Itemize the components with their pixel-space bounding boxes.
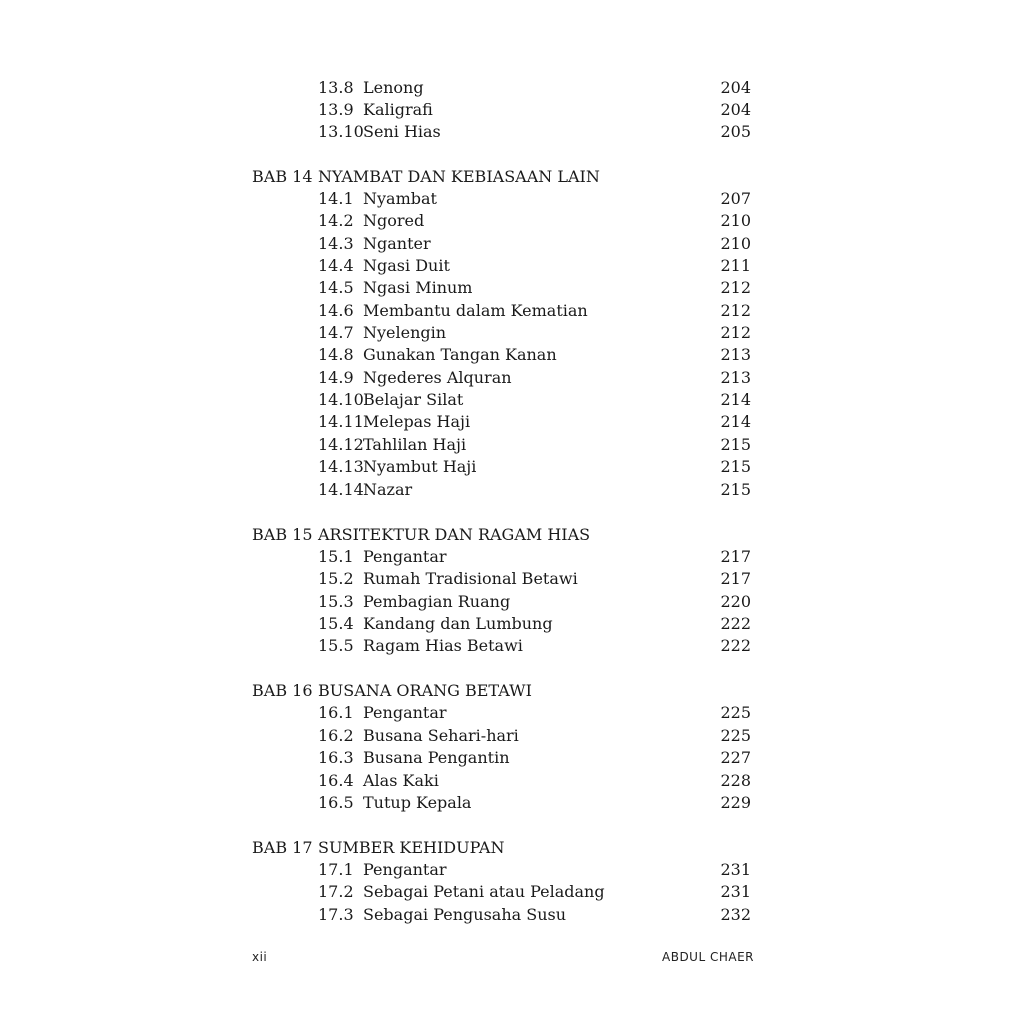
- entry-page: 227: [720, 748, 751, 767]
- entry-number: 16.1: [318, 703, 354, 722]
- entry-title: Sebagai Petani atau Peladang: [363, 882, 605, 901]
- toc-entry: [0, 792, 1024, 814]
- chapter-heading: [0, 166, 1024, 188]
- toc-entry: [0, 322, 1024, 344]
- entry-page: 215: [720, 457, 751, 476]
- entry-number: 17.1: [318, 860, 354, 879]
- toc-entry: [0, 367, 1024, 389]
- entry-number: 15.2: [318, 569, 354, 588]
- toc-entry: [0, 859, 1024, 881]
- entry-page: 215: [720, 480, 751, 499]
- entry-page: 204: [720, 100, 751, 119]
- entry-page: 232: [720, 905, 751, 924]
- entry-number: 14.6: [318, 301, 354, 320]
- entry-number: 16.4: [318, 771, 354, 790]
- entry-page: 229: [720, 793, 751, 812]
- entry-page: 205: [720, 122, 751, 141]
- toc-entry: [0, 770, 1024, 792]
- entry-page: 222: [720, 614, 751, 633]
- entry-title: Kaligrafi: [363, 100, 433, 119]
- entry-number: 16.2: [318, 726, 354, 745]
- toc-entry: [0, 411, 1024, 433]
- entry-title: Pembagian Ruang: [363, 592, 511, 611]
- entry-page: 220: [720, 592, 751, 611]
- entry-page: 217: [720, 547, 751, 566]
- entry-page: 211: [720, 256, 751, 275]
- footer-author: ABDUL CHAER: [662, 950, 754, 964]
- chapter-title: BUSANA ORANG BETAWI: [318, 681, 532, 700]
- entry-title: Seni Hias: [363, 122, 441, 141]
- entry-number: 14.10: [318, 390, 364, 409]
- entry-page: 231: [720, 860, 751, 879]
- entry-number: 14.5: [318, 278, 354, 297]
- entry-title: Rumah Tradisional Betawi: [363, 569, 578, 588]
- entry-number: 14.13: [318, 457, 364, 476]
- entry-title: Nyelengin: [363, 323, 447, 342]
- entry-number: 14.11: [318, 412, 364, 431]
- entry-number: 17.3: [318, 905, 354, 924]
- chapter-label: BAB 16: [252, 681, 313, 700]
- entry-number: 13.9: [318, 100, 354, 119]
- chapter-label: BAB 15: [252, 525, 313, 544]
- chapter-title: ARSITEKTUR DAN RAGAM HIAS: [318, 525, 591, 544]
- entry-page: 213: [720, 345, 751, 364]
- chapter-label: BAB 14: [252, 167, 313, 186]
- entry-title: Membantu dalam Kematian: [363, 301, 588, 320]
- entry-title: Busana Sehari-hari: [363, 726, 519, 745]
- toc-entry: [0, 568, 1024, 590]
- entry-number: 15.1: [318, 547, 354, 566]
- entry-title: Nazar: [363, 480, 413, 499]
- entry-page: 210: [720, 211, 751, 230]
- toc-entry: [0, 210, 1024, 232]
- entry-title: Belajar Silat: [363, 390, 464, 409]
- entry-number: 14.4: [318, 256, 354, 275]
- toc-entry: [0, 725, 1024, 747]
- entry-number: 14.14: [318, 480, 364, 499]
- entry-number: 13.10: [318, 122, 364, 141]
- entry-number: 14.2: [318, 211, 354, 230]
- entry-page: 225: [720, 703, 751, 722]
- entry-page: 222: [720, 636, 751, 655]
- entry-title: Gunakan Tangan Kanan: [363, 345, 557, 364]
- toc-entry: [0, 546, 1024, 568]
- entry-title: Alas Kaki: [363, 771, 439, 790]
- entry-page: 207: [720, 189, 751, 208]
- entry-number: 16.3: [318, 748, 354, 767]
- entry-page: 214: [720, 390, 751, 409]
- chapter-heading: [0, 837, 1024, 859]
- toc-entry: [0, 613, 1024, 635]
- entry-number: 14.7: [318, 323, 354, 342]
- entry-title: Kandang dan Lumbung: [363, 614, 553, 633]
- entry-page: 228: [720, 771, 751, 790]
- chapter-title: NYAMBAT DAN KEBIASAAN LAIN: [318, 167, 600, 186]
- entry-title: Ngasi Minum: [363, 278, 473, 297]
- entry-page: 215: [720, 435, 751, 454]
- entry-title: Ragam Hias Betawi: [363, 636, 523, 655]
- entry-number: 14.8: [318, 345, 354, 364]
- entry-title: Melepas Haji: [363, 412, 471, 431]
- entry-title: Nyambut Haji: [363, 457, 477, 476]
- toc-entry: [0, 635, 1024, 657]
- toc-entry: [0, 255, 1024, 277]
- toc-entry: [0, 904, 1024, 926]
- toc-entry: [0, 77, 1024, 99]
- entry-title: Pengantar: [363, 547, 447, 566]
- toc-entry: [0, 456, 1024, 478]
- toc-entry: [0, 121, 1024, 143]
- toc-entry: [0, 99, 1024, 121]
- entry-page: 214: [720, 412, 751, 431]
- entry-title: Tahlilan Haji: [363, 435, 467, 454]
- toc-entry: [0, 300, 1024, 322]
- toc-entry: [0, 233, 1024, 255]
- entry-title: Ngasi Duit: [363, 256, 450, 275]
- entry-number: 13.8: [318, 78, 354, 97]
- entry-title: Nyambat: [363, 189, 437, 208]
- entry-number: 15.4: [318, 614, 354, 633]
- entry-title: Pengantar: [363, 703, 447, 722]
- toc-entry: [0, 188, 1024, 210]
- entry-page: 210: [720, 234, 751, 253]
- entry-number: 16.5: [318, 793, 354, 812]
- chapter-heading: [0, 680, 1024, 702]
- entry-page: 204: [720, 78, 751, 97]
- toc-entry: [0, 591, 1024, 613]
- entry-number: 15.3: [318, 592, 354, 611]
- entry-page: 212: [720, 278, 751, 297]
- entry-page: 231: [720, 882, 751, 901]
- entry-title: Busana Pengantin: [363, 748, 510, 767]
- entry-title: Nganter: [363, 234, 431, 253]
- toc-entry: [0, 747, 1024, 769]
- toc-entry: [0, 434, 1024, 456]
- entry-title: Ngederes Alquran: [363, 368, 512, 387]
- chapter-title: SUMBER KEHIDUPAN: [318, 838, 505, 857]
- entry-page: 217: [720, 569, 751, 588]
- toc-entry: [0, 277, 1024, 299]
- entry-number: 14.1: [318, 189, 354, 208]
- toc-entry: [0, 702, 1024, 724]
- chapter-label: BAB 17: [252, 838, 313, 857]
- toc-entry: [0, 479, 1024, 501]
- footer-page-number: xii: [252, 950, 268, 964]
- entry-number: 17.2: [318, 882, 354, 901]
- toc-entry: [0, 881, 1024, 903]
- entry-page: 212: [720, 301, 751, 320]
- entry-number: 14.9: [318, 368, 354, 387]
- toc-entry: [0, 344, 1024, 366]
- toc-entry: [0, 389, 1024, 411]
- entry-title: Sebagai Pengusaha Susu: [363, 905, 567, 924]
- chapter-heading: [0, 524, 1024, 546]
- entry-title: Ngored: [363, 211, 425, 230]
- entry-title: Pengantar: [363, 860, 447, 879]
- entry-title: Tutup Kepala: [363, 793, 472, 812]
- entry-page: 212: [720, 323, 751, 342]
- entry-page: 225: [720, 726, 751, 745]
- entry-title: Lenong: [363, 78, 424, 97]
- entry-number: 14.3: [318, 234, 354, 253]
- entry-page: 213: [720, 368, 751, 387]
- entry-number: 15.5: [318, 636, 354, 655]
- entry-number: 14.12: [318, 435, 364, 454]
